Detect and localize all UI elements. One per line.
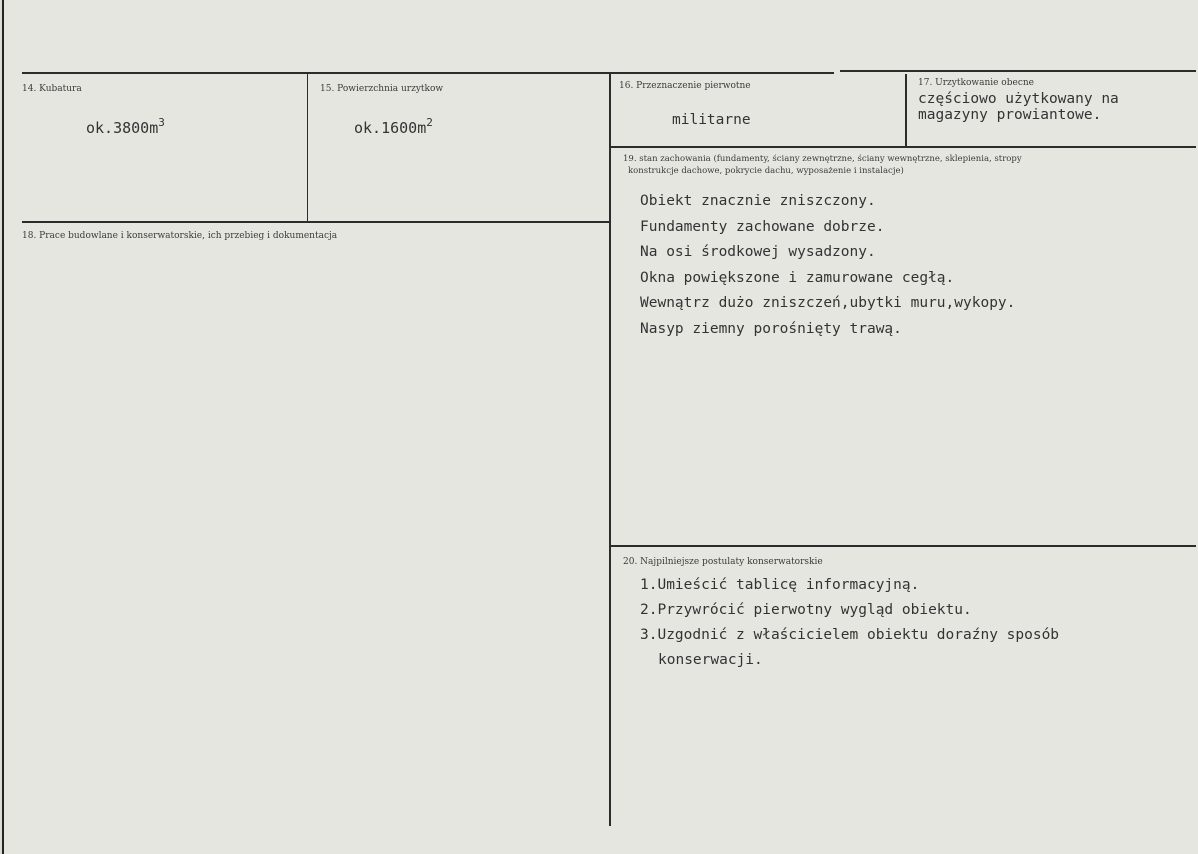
przeznaczenie-value: militarne xyxy=(672,112,751,128)
stan-line-6: Nasyp ziemny porośnięty trawą. xyxy=(640,320,902,337)
stan-line-5: Wewnątrz dużo zniszczeń,ubytki muru,wykopy. xyxy=(640,295,1016,311)
stan-line-2: Fundamenty zachowane dobrze. xyxy=(640,218,885,235)
urzytkowanie-line-1: częściowo użytkowany na xyxy=(918,91,1119,107)
postulat-line-1: 1.Umieścić tablicę informacyjną. xyxy=(640,577,920,593)
powierzchnia-value xyxy=(354,116,433,137)
rule-above-19 xyxy=(611,146,1196,148)
przeznaczenie-label: 16. Przeznaczenie pierwotne xyxy=(619,81,751,91)
kubatura-label: 14. Kubatura xyxy=(22,84,82,94)
rule-above-18 xyxy=(22,221,609,223)
divider-14-15 xyxy=(307,74,308,222)
divider-16-17 xyxy=(905,74,907,146)
powierzchnia-label: 15. Powierzchnia urzytkow xyxy=(320,84,444,94)
stan-label-line-2: konstrukcje dachowe, pokrycie dachu, wyposażenie i instalacje) xyxy=(628,166,904,176)
postulat-line-2: 2.Przywrócić pierwotny wygląd obiektu. xyxy=(640,602,972,618)
urzytkowanie-line-2: magazyny prowiantowe. xyxy=(918,107,1102,123)
top-rule-left xyxy=(22,72,834,74)
stan-line-1: Obiekt znacznie zniszczony. xyxy=(640,193,876,209)
postulat-line-4: konserwacji. xyxy=(658,652,763,668)
rule-above-20 xyxy=(611,545,1196,547)
form-card xyxy=(2,0,1198,854)
powierzchnia-exponent: 2 xyxy=(426,116,433,129)
urzytkowanie-value xyxy=(918,91,1119,123)
stan-value xyxy=(640,193,1015,346)
kubatura-value xyxy=(86,116,165,137)
prace-label: 18. Prace budowlane i konserwatorskie, ich przebieg i dokumentacja xyxy=(22,231,338,241)
postulaty-value xyxy=(640,577,1059,677)
kubatura-exponent: 3 xyxy=(158,116,165,129)
stan-line-4: Okna powiększone i zamurowane cegłą. xyxy=(640,269,955,286)
powierzchnia-number: ok.1600m xyxy=(354,119,427,137)
kubatura-number: ok.3800m xyxy=(86,119,159,137)
divider-main xyxy=(609,74,611,826)
top-rule-right xyxy=(840,70,1196,72)
postulat-line-3: 3.Uzgodnić z właścicielem obiektu doraźny sposób xyxy=(640,627,1060,643)
postulaty-label: 20. Najpilniejsze postulaty konserwatorskie xyxy=(623,557,823,567)
stan-label-line-1: 19. stan zachowania (fundamenty, ściany zewnętrzne, ściany wewnętrzne, sklepienia, stropy xyxy=(623,154,1022,164)
stan-line-3: Na osi środkowej wysadzony. xyxy=(640,244,876,260)
urzytkowanie-label: 17. Urzytkowanie obecne xyxy=(918,78,1034,88)
